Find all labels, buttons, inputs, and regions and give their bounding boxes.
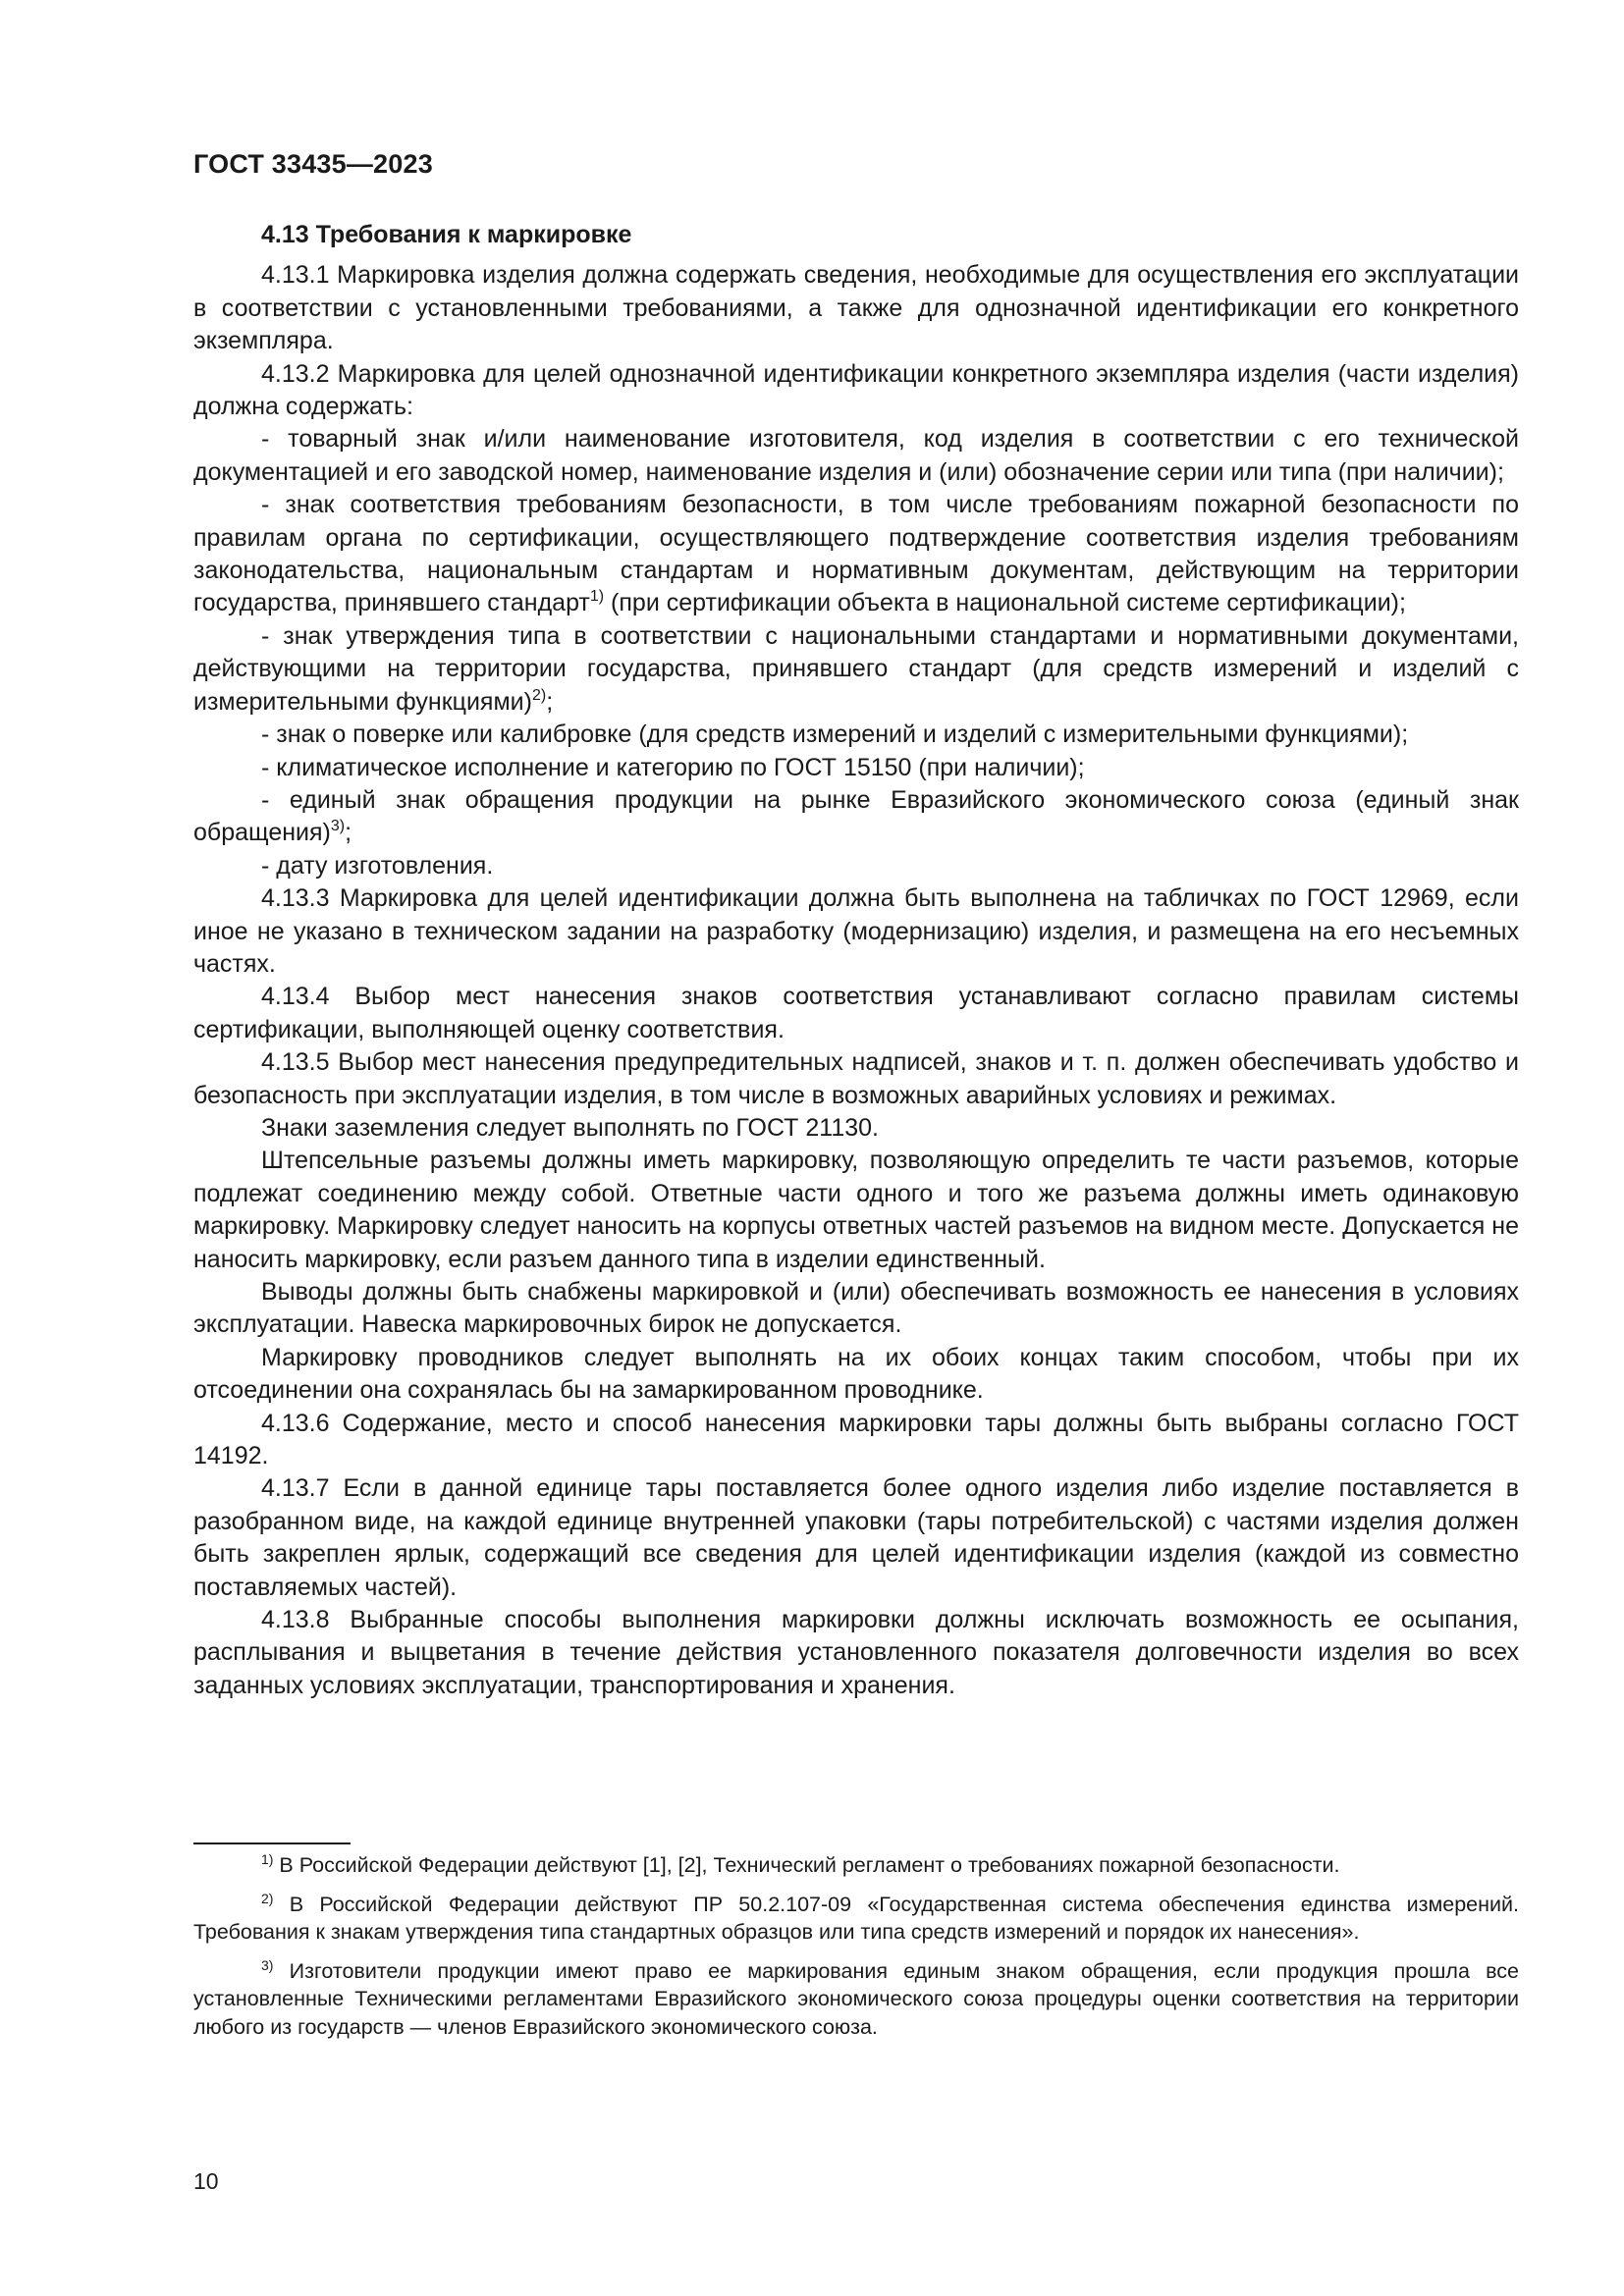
- footnote-text: В Российской Федерации действуют [1], [2], Технический регламент о требованиях пожарной безопасности.: [273, 1853, 1340, 1877]
- list-item: - товарный знак и/или наименование изготовителя, код изделия в соответствии с его технической документацией и его заводской номер, наименование изделия и (или) обозначение серии или типа (при наличии);: [193, 425, 1519, 486]
- footnote-divider: [193, 1842, 351, 1844]
- page-number: 10: [193, 2168, 219, 2194]
- section-heading: 4.13 Требования к маркировке: [261, 221, 632, 248]
- footnote-mark: 1): [261, 1851, 274, 1867]
- list-item: [193, 620, 1519, 719]
- footnote-ref: 2): [531, 686, 547, 704]
- footnote-1: [193, 1851, 1519, 1880]
- list-item-text: - знак утверждения типа в соответствии с национальными стандартами и нормативными документами, действующими на территории государства, принявшего стандарт (для средств измерений и изделий с измерительными функциями): [193, 621, 1519, 716]
- paragraph-connectors: Штепсельные разъемы должны иметь маркировку, позволяющую определить те части разъемов, которые подлежат соединению между собой. Ответные части одного и того же разъема должны иметь одинаковую маркировку. Маркировку следует наносить на корпусы ответных частей разъемов на видном месте. Допускается не наносить маркировку, если разъем данного типа в изделии единственный.: [193, 1147, 1519, 1273]
- footnote-text: В Российской Федерации действуют ПР 50.2.107-09 «Государственная система обеспечения единства измерений. Требования к знакам утверждения типа стандартных образцов или типа средств измерений и порядок их нанесения».: [193, 1892, 1519, 1944]
- footnote-3: [193, 1957, 1519, 2042]
- list-item: - знак о поверке или калибровке (для средств измерений и изделий с измерительными функциями);: [261, 721, 1409, 749]
- footnote-text: Изготовители продукции имеют право ее маркирования единым знаком обращения, если продукция прошла все установленные Техническими регламентами Евразийского экономического союза процедуры оценки соответствия на территории любого из государств — членов Евразийского экономического союза.: [193, 1958, 1519, 2039]
- paragraph-4-13-2: 4.13.2 Маркировка для целей однозначной идентификации конкретного экземпляра изделия (части изделия) должна содержать:: [193, 359, 1519, 421]
- list-item-text: - знак соответствия требованиям безопасности, в том числе требованиям пожарной безопасности по правилам органа по сертификации, осуществляющего подтверждение соответствия изделия требованиям законодательства, национальным стандартам и нормативным документам, действующим на территории государства, принявшего стандарт: [193, 491, 1519, 617]
- footnote-mark: 3): [261, 1956, 274, 1973]
- list-item: [193, 784, 1519, 850]
- list-item: [193, 489, 1519, 620]
- list-item-text: ;: [345, 819, 352, 847]
- list-item-text: ;: [546, 687, 554, 716]
- footnote-mark: 2): [261, 1890, 274, 1906]
- paragraph-grounding: Знаки заземления следует выполнять по ГОСТ 21130.: [261, 1113, 879, 1142]
- footnotes: [193, 1851, 1519, 2052]
- footnote-2: [193, 1891, 1519, 1947]
- paragraph-4-13-6: 4.13.6 Содержание, место и способ нанесения маркировки тары должны быть выбраны согласно ГОСТ 14192.: [193, 1409, 1519, 1470]
- paragraph-4-13-1: 4.13.1 Маркировка изделия должна содержать сведения, необходимые для осуществления его эксплуатации в соответствии с установленными требованиями, а также для однозначной идентификации его конкретного экземпляра.: [193, 261, 1519, 355]
- paragraph-wires: Маркировку проводников следует выполнять на их обоих концах таким способом, чтобы при их отсоединении она сохранялась бы на замаркированном проводнике.: [193, 1343, 1519, 1405]
- list-item-text: - единый знак обращения продукции на рынке Евразийского экономического союза (единый знак обращения): [193, 785, 1519, 847]
- main-text: [193, 219, 1519, 1702]
- document-header: ГОСТ 33435—2023: [193, 149, 433, 179]
- list-item: - климатическое исполнение и категорию по ГОСТ 15150 (при наличии);: [261, 753, 1085, 781]
- list-item-text: (при сертификации объекта в национальной системе сертификации);: [604, 589, 1406, 617]
- footnote-ref: 3): [330, 818, 346, 835]
- list-item: - дату изготовления.: [261, 851, 494, 880]
- paragraph-leads: Выводы должны быть снабжены маркировкой и (или) обеспечивать возможность ее нанесения в условиях эксплуатации. Навеска маркировочных бирок не допускается.: [193, 1278, 1519, 1339]
- paragraph-4-13-7: 4.13.7 Если в данной единице тары поставляется более одного изделия либо изделие поставляется в разобранном виде, на каждой единице внутренней упаковки (тары потребительской) с частями изделия должен быть закреплен ярлык, содержащий все сведения для целей идентификации изделия (каждой из совместно поставляемых частей).: [193, 1474, 1519, 1601]
- paragraph-4-13-4: 4.13.4 Выбор мест нанесения знаков соответствия устанавливают согласно правилам системы сертификации, выполняющей оценку соответствия.: [193, 983, 1519, 1043]
- paragraph-4-13-3: 4.13.3 Маркировка для целей идентификации должна быть выполнена на табличках по ГОСТ 12969, если иное не указано в техническом задании на разработку (модернизацию) изделия, и размещена на его несъемных частях.: [193, 884, 1519, 978]
- paragraph-4-13-8: 4.13.8 Выбранные способы выполнения маркировки должны исключать возможность ее осыпания, расплывания и выцветания в течение действия установленного показателя долговечности изделия во всех заданных условиях эксплуатации, транспортирования и хранения.: [193, 1606, 1519, 1699]
- paragraph-4-13-5: 4.13.5 Выбор мест нанесения предупредительных надписей, знаков и т. п. должен обеспечивать удобство и безопасность при эксплуатации изделия, в том числе в возможных аварийных условиях и режимах.: [193, 1048, 1519, 1109]
- footnote-ref: 1): [589, 588, 605, 606]
